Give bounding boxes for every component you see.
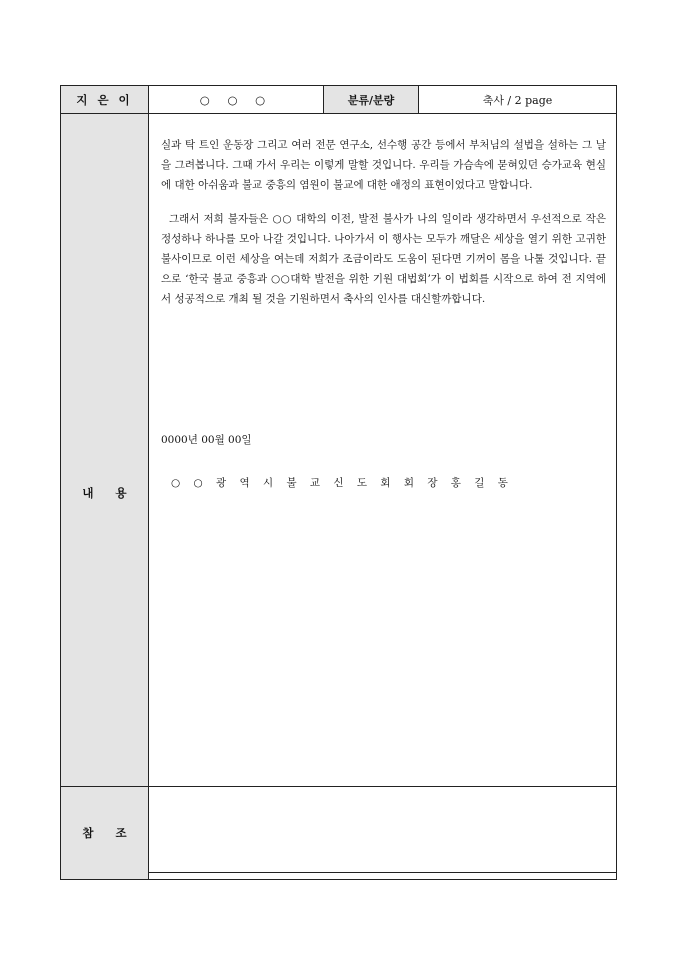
content-row [61, 114, 616, 873]
author-value: ○ ○ ○ [149, 86, 324, 113]
signature-line: ○ ○ 광 역 시 불 교 신 도 회 회 장 홍 길 동 [171, 477, 513, 489]
paragraph-2: 그래서 저희 불자들은 ○○ 대학의 이전, 발전 불사가 나의 일이라 생각하면서 우선적으로 작은 정성하나 하나를 모아 나갈 것입니다. 나아가서 이 행사는 모두가 깨달은 세상을 열기 위한 고귀한 불사이므로 이런 세상을 여는데 저희가 조금이라도 도움이 된다면 기꺼이 몸을 나툴 것입니다. 끝으로 ‘한국 불교 중흥과 ○○대학 발전을 위한 기원 대법회’가 이 법회를 시작으로 하여 전 지역에서 성공적으로 개최 될 것을 기원하면서 축사의 인사를 대신할까합니다. [161, 213, 606, 305]
date-line: 0000년 00월 00일 [161, 434, 252, 446]
category-value: 축사 / 2 page [482, 93, 553, 107]
header-row [61, 86, 616, 114]
paragraph-1: 실과 탁 트인 운동장 그리고 여러 전문 연구소, 선수행 공간 등에서 부처님의 설법을 설하는 그 날을 그려봅니다. 그때 가서 우리는 이렇게 말할 것입니다. 우리들 가슴속에 묻혀있던 승가교육 현실에 대한 아쉬움과 불교 중흥의 염원이 불교에 대한 애정의 표현이었다고 말합니다. [161, 139, 606, 191]
document-form [60, 85, 617, 880]
author-label: 지 은 이 [61, 86, 149, 113]
category-label: 분류/분량 [324, 86, 419, 113]
content-area [149, 114, 616, 872]
speech-text [161, 135, 606, 309]
content-label: 내 용 [61, 114, 149, 872]
reference-label: 참 조 [61, 787, 149, 879]
